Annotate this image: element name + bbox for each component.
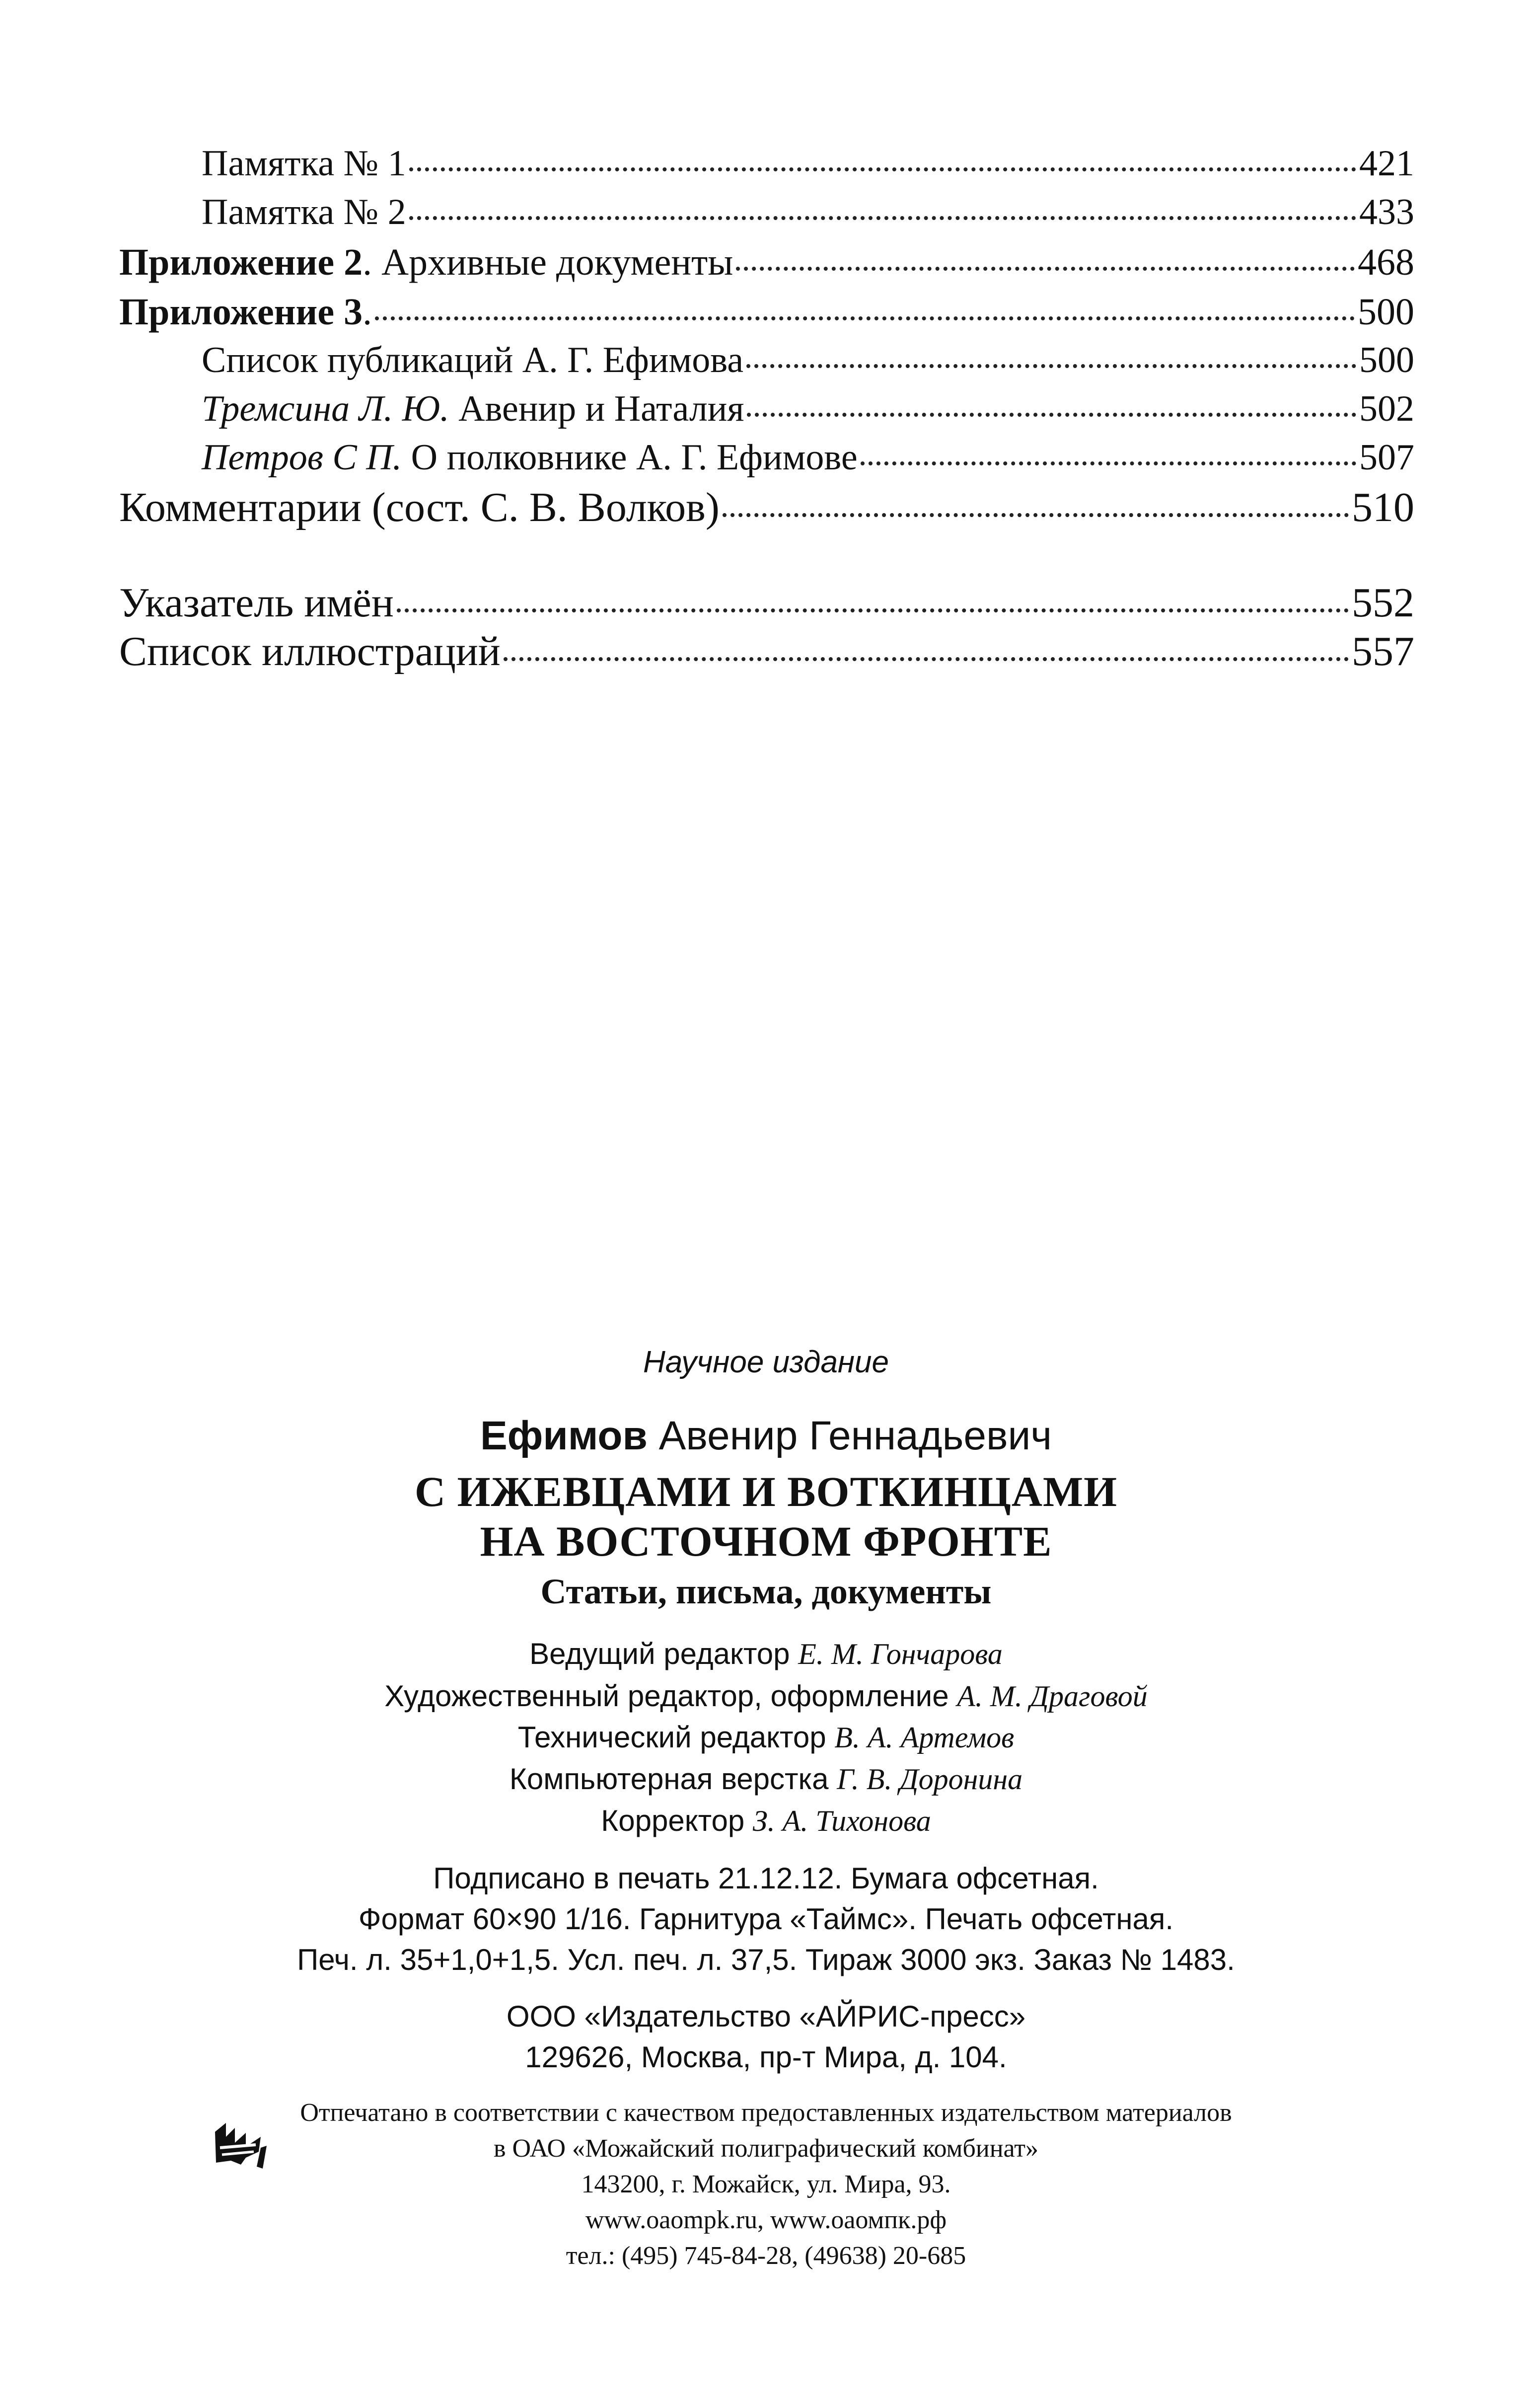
toc-entry-author: Тремсина Л. Ю. [202,388,449,429]
toc-entry-bold: Приложение 2 [119,241,363,283]
credit-line [0,1764,1532,1794]
toc-entry-page: 510 [1352,484,1414,530]
book-title-line-1: С ИЖЕВЦАМИ И ВОТКИНЦАМИ [414,1468,1118,1515]
print-spec-line-2: Формат 60×90 1/16. Гарнитура «Таймс». Печать офсетная. [358,1902,1174,1936]
credit-line [0,1681,1532,1711]
dot-leader [397,608,1349,612]
publisher-name: ООО «Издательство «АЙРИС-пресс» [506,2000,1026,2033]
toc-entry-bold: Приложение 3 [119,291,363,333]
toc-entry [119,342,1414,378]
credit-role: Технический редактор [517,1721,835,1754]
toc-entry-page: 557 [1352,628,1414,675]
dot-leader [375,316,1355,320]
toc-entry-title: Указатель имён [119,580,394,626]
toc-entry-rest: . [363,291,372,333]
toc-entry-title: Комментарии (сост. С. В. Волков) [119,484,720,530]
dot-leader [736,267,1355,271]
toc-entry-title [202,390,744,427]
dot-leader [747,413,1356,417]
book-subtitle: Статьи, письма, документы [540,1572,992,1611]
toc-entry-title: Памятка № 1 [202,143,406,184]
printer-name: в ОАО «Можайский полиграфический комбинат» [493,2134,1038,2163]
toc-entry [119,243,1414,281]
dot-leader [861,461,1356,465]
toc-entry-page: 502 [1359,388,1414,429]
toc-entry-page: 500 [1358,291,1414,333]
publisher-address: 129626, Москва, пр-т Мира, д. 104. [525,2040,1007,2074]
toc-entry [119,390,1414,427]
credit-role: Художественный редактор, оформление [384,1679,957,1713]
credit-line [0,1806,1532,1836]
toc-entry-title: Памятка № 2 [202,192,406,232]
toc-entry-title: Список иллюстраций [119,628,501,675]
toc-entry [119,628,1414,675]
toc-entry-title [119,243,733,281]
toc-entry [119,484,1414,530]
toc-entry [119,145,1414,182]
toc-entry-author: Петров С П. [202,437,402,478]
toc-entry-page: 552 [1352,580,1414,626]
toc-entry [119,439,1414,476]
printer-note: Отпечатано в соответствии с качеством предоставленных издательством материалов [300,2099,1232,2127]
edition-type: Научное издание [643,1345,889,1379]
toc-entry-rest: О полковнике А. Г. Ефимове [402,437,858,478]
printer-phones: тел.: (495) 745-84-28, (49638) 20-685 [566,2242,966,2270]
toc-entry-page: 421 [1359,143,1414,184]
toc-entry-page: 507 [1359,437,1414,478]
toc-entry-page: 500 [1359,340,1414,380]
credit-role: Ведущий редактор [529,1637,799,1670]
toc-entry-page: 468 [1358,241,1414,283]
toc-entry-title [202,439,858,476]
print-spec-line-3: Печ. л. 35+1,0+1,5. Усл. печ. л. 37,5. Тираж 3000 экз. Заказ № 1483. [297,1943,1235,1976]
dot-leader [409,216,1356,220]
dot-leader [746,364,1356,368]
credit-role: Компьютерная верстка [509,1762,837,1796]
author-name [0,1413,1532,1458]
credit-person: З. А. Тихонова [752,1805,931,1837]
credit-person: Е. М. Гончарова [798,1638,1003,1670]
toc-entry [119,194,1414,230]
toc-entry [119,582,1414,624]
toc-entry-page: 433 [1359,192,1414,232]
credit-person: Г. В. Доронина [837,1763,1023,1796]
toc-entry-title [119,293,372,331]
credit-person: А. М. Драговой [957,1680,1148,1713]
toc-entry-rest: . Архивные документы [363,241,733,283]
toc-entry-rest: Авенир и Наталия [449,388,744,429]
credit-role: Корректор [601,1804,753,1837]
printer-websites: www.oaompk.ru, www.оаомпк.рф [585,2206,947,2234]
print-spec-line-1: Подписано в печать 21.12.12. Бумага офсетная. [433,1862,1099,1895]
author-given-names: Авенир Геннадьевич [647,1413,1052,1458]
dot-leader [409,167,1356,171]
printer-logo-icon [211,2117,271,2172]
author-surname: Ефимов [480,1413,648,1458]
credit-person: В. А. Артемов [834,1721,1015,1754]
dot-leader [504,657,1349,661]
toc-entry-title: Список публикаций А. Г. Ефимова [202,340,744,380]
toc-entry [119,293,1414,331]
printer-address: 143200, г. Можайск, ул. Мира, 93. [581,2170,951,2198]
book-title-line-2: НА ВОСТОЧНОМ ФРОНТЕ [480,1517,1052,1565]
credit-line [0,1639,1532,1669]
credit-line [0,1723,1532,1752]
dot-leader [723,513,1349,517]
